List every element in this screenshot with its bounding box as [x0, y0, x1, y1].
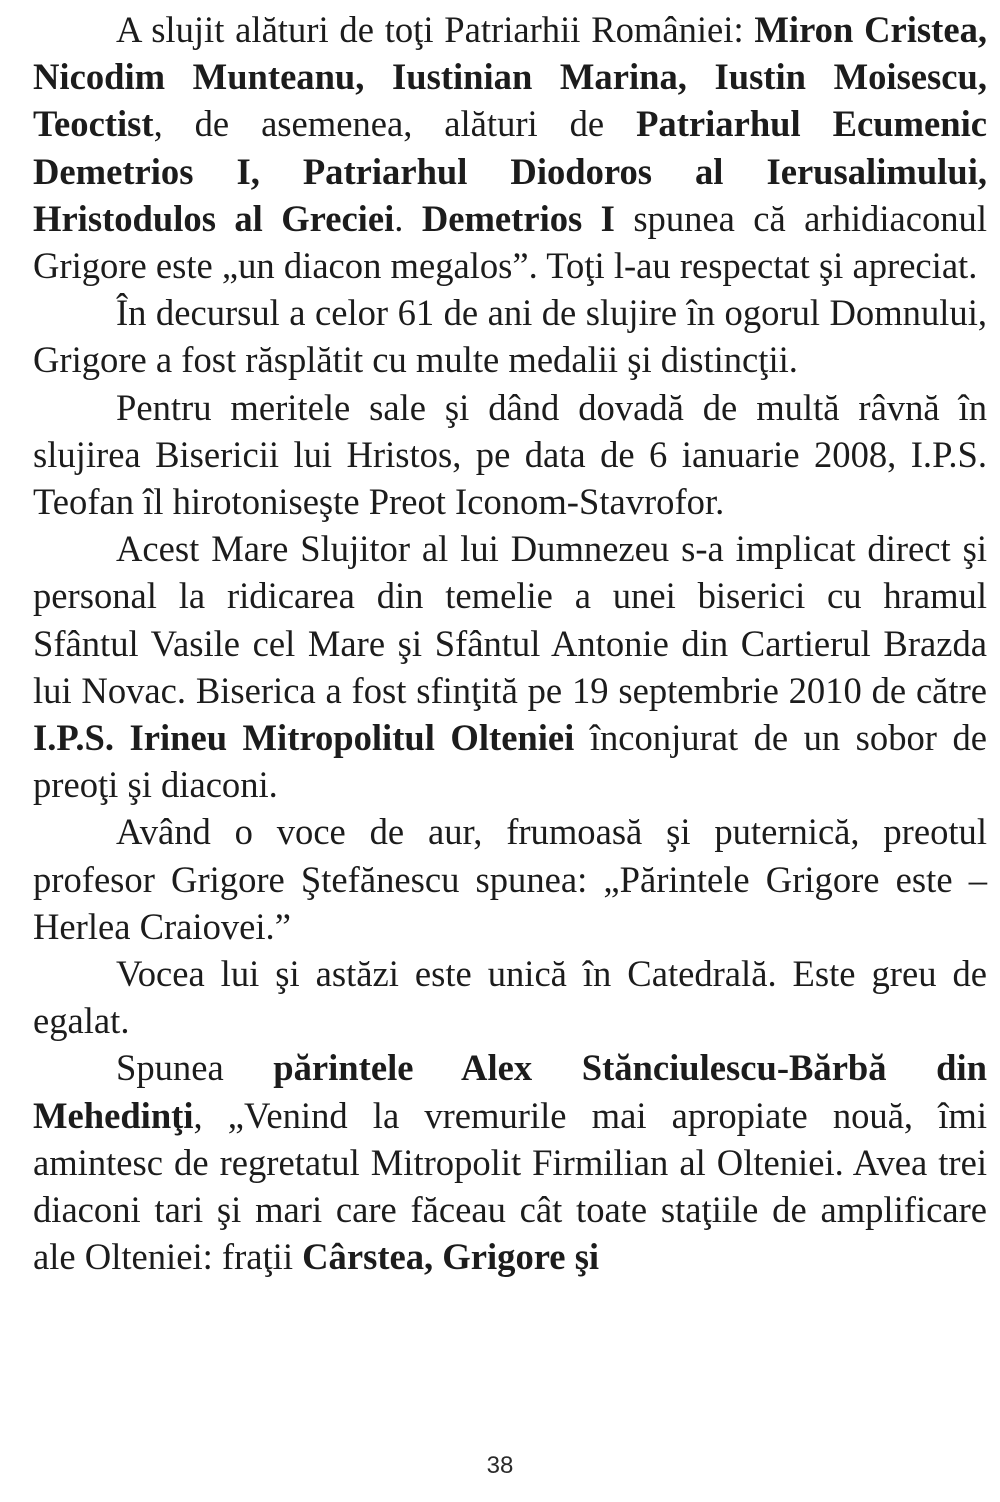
paragraph: [33, 6, 987, 289]
text-run: Acest Mare Slujitor al lui Dumnezeu s-a implicat direct şi personal la ridicarea din temelie a unei biserici cu hramul Sfântul Vasile cel Mare şi Sfântul Antonie din Cartierul Brazda lui Novac. Biserica a fost sfinţită pe 19 septembrie 2010 de către: [33, 528, 987, 711]
text-run: Pentru meritele sale şi dând dovadă de multă râvnă în slujirea Bisericii lui Hristos, pe data de 6 ianuarie 2008, I.P.S. Teofan îl hirotoniseşte Preot Iconom-Stavrofor.: [33, 386, 987, 523]
body-text: [33, 6, 987, 1280]
text-run: , „Venind la vremurile mai apropiate nouă, îmi amintesc de regretatul Mitropolit Firmilian al Olteniei. Avea trei diaconi tari şi mari care făceau cât toate staţiile de amplificare ale Olteniei: fraţii: [33, 1094, 987, 1278]
text-run: .: [394, 197, 422, 239]
text-run: În decursul a celor 61 de ani de slujire în ogorul Domnului, Grigore a fost răsplătit cu multe medalii şi distincţii.: [33, 292, 987, 381]
bold-run: Demetrios I: [421, 197, 615, 239]
text-run: Vocea lui şi astăzi este unică în Catedrală. Este greu de egalat.: [33, 953, 987, 1042]
text-run: , de asemenea, alături de: [153, 103, 637, 145]
bold-run: Cârstea, Grigore şi: [302, 1236, 600, 1278]
text-run: spunea că arhidiaconul Grigore este „un diacon megalos”. Toţi l-au respectat şi apreciat.: [33, 197, 988, 287]
paragraph: [33, 1044, 987, 1280]
text-run: Având o voce de aur, frumoasă şi puternică, preotul profesor Grigore Ştefănescu spunea: „Părintele Grigore este – Herlea Craiovei.”: [33, 811, 987, 947]
paragraph: [33, 808, 987, 950]
bold-run: Patriarhul Ecumenic Demetrios I, Patriarhul Diodoros al Ierusalimului, Hristodulos al Greciei: [33, 103, 988, 239]
paragraph: [33, 525, 987, 808]
bold-run: Miron Cristea, Nicodim Munteanu, Iustinian Marina, Iustin Moisescu, Teoctist: [33, 9, 987, 145]
bold-run: părintele Alex Stănciulescu-Bărbă din Mehedinţi: [33, 1047, 987, 1136]
paragraph: [33, 950, 987, 1044]
paragraph: [33, 289, 987, 383]
bold-run: I.P.S. Irineu Mitropolitul Olteniei: [33, 717, 575, 759]
paragraph: [33, 384, 987, 526]
text-run: înconjurat de un sobor de preoţi şi diaconi.: [33, 717, 987, 806]
text-run: A slujit alături de toţi Patriarhii României:: [116, 9, 755, 50]
text-run: Spunea: [116, 1047, 274, 1089]
page-number: 38: [486, 1452, 514, 1479]
